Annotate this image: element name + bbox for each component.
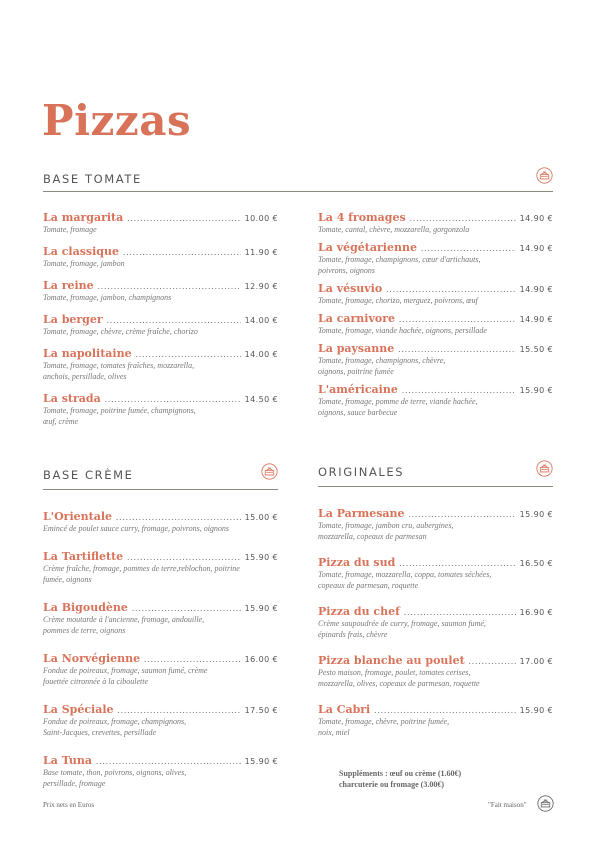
menu-item-description: mozzarella, copeaux de parmesan — [318, 532, 427, 541]
menu-item-description: œuf, crème — [43, 417, 79, 426]
menu-item-description: Tomate, fromage, poitrine fumée, champignons, — [43, 406, 196, 415]
menu-item-description: Pesto maison, fromage, poulet, tomates cerises, — [318, 668, 471, 677]
menu-item-row — [318, 556, 553, 569]
menu-item-name: La paysanne — [318, 342, 395, 355]
menu-item-description: Tomate, fromage, jambon, champignons — [43, 293, 172, 302]
menu-item-price: 15.90 € — [244, 553, 278, 562]
menu-item — [318, 342, 553, 377]
menu-item-description: Crème fraîche, fromage, pommes de terre,reblochon, poitrine — [43, 564, 240, 573]
footer-homemade-label: "Fait maison" — [488, 801, 527, 809]
menu-item — [318, 241, 553, 276]
menu-item-price: 16.00 € — [244, 655, 278, 664]
dot-leader — [144, 654, 241, 664]
section-originales — [318, 462, 553, 738]
menu-item-name: La classique — [43, 245, 119, 258]
menu-item-row — [318, 654, 553, 667]
menu-item-description: Tomate, fromage, champignons, chèvre, — [318, 356, 446, 365]
menu-item — [43, 652, 278, 687]
menu-item-name: La 4 fromages — [318, 211, 406, 224]
dot-leader — [409, 509, 516, 519]
supplement-line: Suppléments : œuf ou crème (1.60€) — [339, 769, 462, 778]
menu-item-description: Tomate, fromage, jambon — [43, 259, 125, 268]
menu-item-name: La Parmesane — [318, 507, 405, 520]
section-base-creme — [43, 465, 278, 789]
homemade-pot-icon — [537, 795, 554, 812]
menu-item-description: Saint-Jacques, crevettes, persillade — [43, 728, 156, 737]
menu-item-description: persillade, fromage — [43, 779, 106, 788]
menu-item-description: Tomate, fromage — [43, 225, 97, 234]
menu-item-name: La berger — [43, 313, 103, 326]
dot-leader — [469, 656, 516, 666]
menu-item-name: La Tartiflette — [43, 550, 124, 563]
menu-list — [43, 211, 278, 427]
menu-item-row — [43, 211, 278, 224]
menu-item-description: Emincé de poulet sauce curry, fromage, poivrons, oignons — [43, 524, 230, 533]
menu-item-price: 14.90 € — [519, 315, 553, 324]
menu-item-price: 16.50 € — [519, 559, 553, 568]
menu-item-name: La Bigoudène — [43, 601, 128, 614]
menu-item-description: Tomate, fromage, champignons, cœur d'artichauts, — [318, 255, 481, 264]
menu-item-row — [43, 550, 278, 563]
menu-item — [43, 313, 278, 337]
menu-item-description: fouettée citronnée à la ciboulette — [43, 677, 148, 686]
menu-item-description: pommes de terre, oignons — [43, 626, 126, 635]
menu-item-name: Pizza du sud — [318, 556, 396, 569]
menu-item — [43, 550, 278, 585]
dot-leader — [421, 243, 516, 253]
menu-item-price: 14.00 € — [244, 350, 278, 359]
section-title: BASE TOMATE — [43, 172, 142, 186]
menu-item-name: La carnivore — [318, 312, 396, 325]
menu-item-price: 16.90 € — [519, 608, 553, 617]
dot-leader — [127, 213, 240, 223]
menu-list — [318, 507, 553, 738]
supplement-line: charcuterie ou fromage (3.00€) — [339, 780, 445, 789]
menu-item-description: Tomate, fromage, pomme de terre, viande hachée, — [318, 397, 478, 406]
dot-leader — [123, 247, 241, 257]
menu-item-row — [43, 703, 278, 716]
menu-item-description: oignons, sauce barbecue — [318, 408, 398, 417]
menu-item-description: Crème moutarde à l'ancienne, fromage, andouille, — [43, 615, 205, 624]
menu-item — [43, 601, 278, 636]
menu-item-description: copeaux de parmesan, roquette — [318, 581, 419, 590]
supplements-note — [339, 768, 461, 790]
menu-item — [318, 312, 553, 336]
menu-item-row — [43, 510, 278, 523]
menu-item-description: fumée, oignons — [43, 575, 92, 584]
menu-item — [43, 347, 278, 382]
menu-item-row — [43, 392, 278, 405]
menu-item-description: oignons, poitrine fumée — [318, 367, 394, 376]
menu-item-price: 11.90 € — [244, 248, 278, 257]
menu-item — [318, 507, 553, 542]
menu-item-description: Tomate, fromage, mozzarella, coppa, tomates séchées, — [318, 570, 492, 579]
menu-item-row — [318, 383, 553, 396]
menu-item-row — [43, 347, 278, 360]
menu-item-name: La Cabri — [318, 703, 371, 716]
dot-leader — [132, 603, 241, 613]
dot-leader — [118, 705, 241, 715]
dot-leader — [398, 344, 515, 354]
menu-item-row — [318, 282, 553, 295]
menu-item-description: Tomate, fromage, viande hachée, oignons, persillade — [318, 326, 487, 335]
homemade-pot-icon — [536, 167, 553, 184]
menu-list — [318, 211, 553, 418]
menu-item-description: noix, miel — [318, 728, 350, 737]
dot-leader — [96, 756, 241, 766]
menu-item — [318, 556, 553, 591]
menu-item-name: L'Orientale — [43, 510, 113, 523]
menu-item-price: 15.50 € — [519, 345, 553, 354]
menu-item-description: Tomate, fromage, chèvre, poitrine fumée, — [318, 717, 450, 726]
menu-item-price: 10.00 € — [244, 214, 278, 223]
menu-item-name: L'américaine — [318, 383, 398, 396]
menu-item — [43, 245, 278, 269]
menu-item — [43, 211, 278, 235]
menu-item-name: Pizza du chef — [318, 605, 400, 618]
menu-item-price: 12.90 € — [244, 282, 278, 291]
base-tomate-right-column — [318, 211, 553, 418]
base-tomate-left-column — [43, 211, 278, 427]
menu-item-name: La Spéciale — [43, 703, 114, 716]
menu-item — [318, 654, 553, 689]
menu-item-description: anchois, persillade, olives — [43, 372, 127, 381]
menu-item-row — [318, 312, 553, 325]
dot-leader — [404, 607, 516, 617]
dot-leader — [136, 349, 241, 359]
menu-item-price: 14.90 € — [519, 214, 553, 223]
menu-item-price: 15.90 € — [519, 706, 553, 715]
page-title: Pizzas — [42, 96, 192, 145]
menu-item — [318, 282, 553, 306]
menu-item-row — [43, 754, 278, 767]
menu-item — [318, 703, 553, 738]
menu-item-row — [318, 605, 553, 618]
menu-item-price: 17.00 € — [519, 657, 553, 666]
menu-item-description: Tomate, fromage, chèvre, crème fraîche, chorizo — [43, 327, 198, 336]
menu-item-row — [43, 245, 278, 258]
menu-item — [43, 279, 278, 303]
homemade-pot-icon — [261, 463, 278, 480]
dot-leader — [386, 284, 515, 294]
menu-item-row — [318, 507, 553, 520]
menu-item-name: La Tuna — [43, 754, 92, 767]
footer-price-note: Prix nets en Euros — [43, 801, 95, 809]
dot-leader — [402, 385, 516, 395]
menu-item-description: épinards frais, chèvre — [318, 630, 388, 639]
menu-item-name: La vésuvio — [318, 282, 383, 295]
menu-item-row — [318, 241, 553, 254]
menu-item-name: La reine — [43, 279, 94, 292]
dot-leader — [399, 558, 515, 568]
menu-item-price: 14.90 € — [519, 285, 553, 294]
menu-item-price: 15.90 € — [244, 604, 278, 613]
menu-item-description: Fondue de poireaux, fromage, champignons, — [43, 717, 187, 726]
section-header — [318, 462, 553, 487]
menu-item — [318, 605, 553, 640]
menu-item-price: 17.50 € — [244, 706, 278, 715]
menu-item-description: Tomate, fromage, jambon cru, aubergines, — [318, 521, 454, 530]
menu-item-row — [318, 703, 553, 716]
menu-item — [318, 211, 553, 235]
menu-item-description: Crème saupoudrée de curry, fromage, saumon fumé, — [318, 619, 486, 628]
dot-leader — [105, 394, 241, 404]
menu-item-row — [318, 211, 553, 224]
menu-item-row — [43, 652, 278, 665]
section-header — [43, 169, 553, 192]
menu-item-description: mozzarella, olives, copeaux de parmesan, roquette — [318, 679, 480, 688]
menu-item-price: 14.90 € — [519, 244, 553, 253]
menu-item-description: Tomate, fromage, chorizo, merguez, poivrons, œuf — [318, 296, 478, 305]
section-title: BASE CRÈME — [43, 468, 134, 482]
dot-leader — [399, 314, 516, 324]
menu-item-name: La napolitaine — [43, 347, 132, 360]
section-base-tomate — [43, 169, 553, 192]
menu-item — [318, 383, 553, 418]
menu-item-price: 14.00 € — [244, 316, 278, 325]
section-header — [43, 465, 278, 490]
menu-item-description: Fondue de poireaux, fromage, saumon fumé, crème — [43, 666, 208, 675]
menu-item-name: La Norvégienne — [43, 652, 141, 665]
menu-item-price: 15.90 € — [519, 386, 553, 395]
section-title: ORIGINALES — [318, 465, 405, 479]
dot-leader — [127, 552, 240, 562]
menu-item-price: 15.00 € — [244, 513, 278, 522]
dot-leader — [410, 213, 516, 223]
menu-item-description: poivrons, oignons — [318, 266, 376, 275]
menu-item-description: Tomate, cantal, chèvre, mozzarella, gorgonzola — [318, 225, 470, 234]
homemade-pot-icon — [536, 460, 553, 477]
menu-item-price: 14.50 € — [244, 395, 278, 404]
menu-item — [43, 392, 278, 427]
menu-item-name: La végétarienne — [318, 241, 417, 254]
menu-item-name: Pizza blanche au poulet — [318, 654, 465, 667]
dot-leader — [107, 315, 241, 325]
dot-leader — [98, 281, 241, 291]
menu-item — [43, 510, 278, 534]
menu-item-row — [43, 279, 278, 292]
menu-item — [43, 754, 278, 789]
menu-item-description: Base tomate, thon, poivrons, oignons, olives, — [43, 768, 187, 777]
menu-item-description: Tomate, fromage, tomates fraîches, mozzarella, — [43, 361, 195, 370]
menu-item-row — [43, 313, 278, 326]
dot-leader — [374, 705, 515, 715]
menu-item-row — [43, 601, 278, 614]
menu-list — [43, 510, 278, 789]
menu-item-name: La strada — [43, 392, 101, 405]
menu-item-price: 15.90 € — [519, 510, 553, 519]
dot-leader — [116, 512, 241, 522]
menu-item-row — [318, 342, 553, 355]
menu-item — [43, 703, 278, 738]
menu-item-name: La margarita — [43, 211, 124, 224]
menu-item-price: 15.90 € — [244, 757, 278, 766]
